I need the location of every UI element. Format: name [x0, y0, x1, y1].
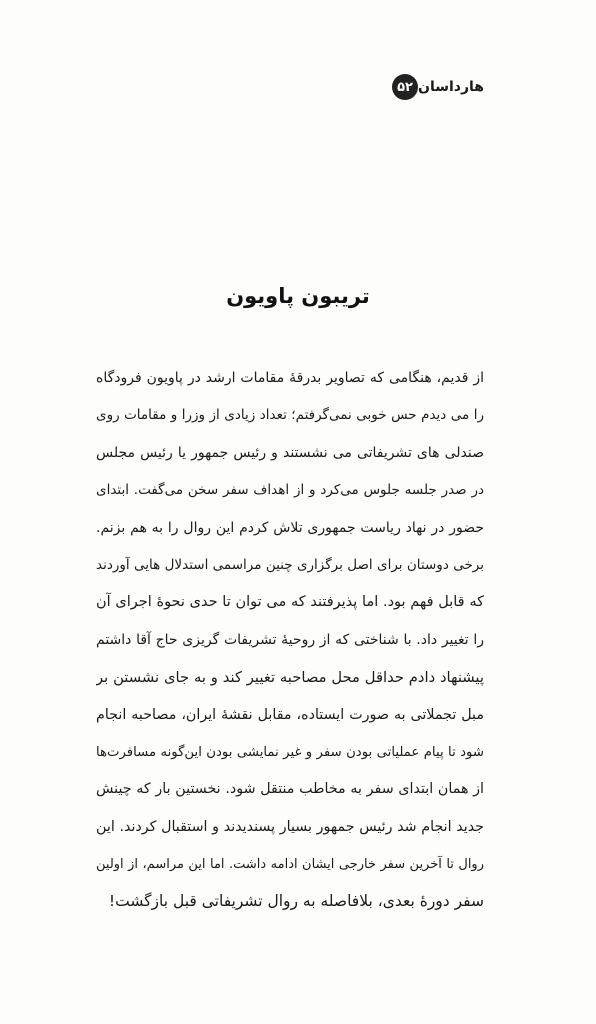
paragraph-line: پیشنهاد دادم حداقل محل مصاحبه تغییر کند و به جای نشستن بر [96, 669, 484, 687]
book-title: هارداسان [418, 79, 484, 95]
paragraph-line: شود تا پیام عملیاتی بودن سفر و غیر نمایشی بودن این‌گونه مسافرت‌ها [96, 744, 484, 760]
paragraph-line: از همان ابتدای سفر به مخاطب منتقل شود. نخستین بار که چینش [96, 781, 484, 798]
page-number-badge: ۵۲ [392, 74, 418, 100]
paragraph-line: که قابل فهم بود. اما پذیرفتند که می توان تا حدی نحوهٔ اجرای آن [96, 594, 484, 611]
paragraph-line: را تغییر داد. با شناختی که از روحیهٔ تشریفات گریزی حاج آقا داشتم [96, 631, 484, 648]
chapter-title: تریبون پاویون [226, 284, 370, 308]
paragraph-line: جدید انجام شد رئیس جمهور بسیار پسندیدند و استقبال کردند. این [96, 818, 484, 835]
paragraph-line: مبل تجملاتی به صورت ایستاده، مقابل نقشهٔ ایران، مصاحبه انجام [96, 706, 484, 723]
paragraph-line: از قدیم، هنگامی که تصاویر بدرقهٔ مقامات ارشد در پاویون فرودگاه [96, 370, 484, 386]
paragraph-line: صندلی های تشریفاتی می نشستند و رئیس جمهور یا رئیس مجلس [96, 444, 484, 461]
paragraph-line: را می دیدم حس خوبی نمی‌گرفتم؛ تعداد زیادی از وزرا و مقامات روی [96, 407, 484, 424]
paragraph-line: برخی دوستان برای اصل برگزاری چنین مراسمی استدلال هایی آوردند [96, 556, 484, 573]
paragraph-line: حضور در نهاد ریاست جمهوری تلاش کردم این روال را به هم بزنم. [96, 519, 484, 536]
body-text [96, 360, 484, 921]
paragraph-line: روال تا آخرین سفر خارجی ایشان ادامه داشت. اما این مراسم، از اولین [96, 857, 484, 873]
paragraph-line: سفر دورهٔ بعدی، بلافاصله به روال تشریفاتی قبل بازگشت! [108, 892, 484, 911]
running-header [382, 74, 484, 100]
paragraph-line: در صدر جلسه جلوس می‌کرد و از اهداف سفر سخن می‌گفت. ابتدای [96, 482, 484, 499]
